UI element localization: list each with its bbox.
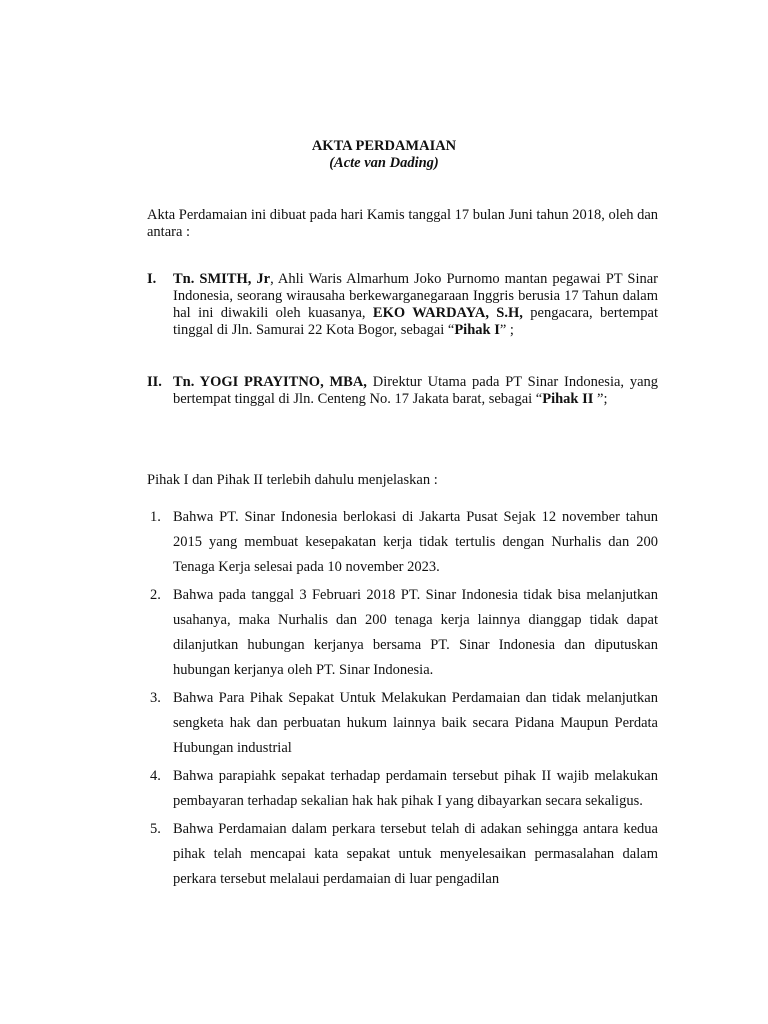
- party-text: ”;: [593, 391, 608, 407]
- party-description: [173, 374, 658, 408]
- party-name: Tn. SMITH, Jr: [173, 271, 271, 287]
- points-list: [147, 505, 658, 895]
- party-text: pengacara, bertempat tinggal di Jln. Samurai 22 Kota Bogor, sebagai “: [173, 305, 658, 338]
- list-number: 1.: [150, 509, 161, 525]
- list-number: 2.: [150, 587, 161, 603]
- document-subtitle: (Acte van Dading): [329, 155, 439, 171]
- party-text: , Ahli Waris Almarhum Joko Purnomo mantan pegawai PT Sinar Indonesia, seorang wirausaha berkewarganegaraan Inggris berusia 17 Tahun dalam hal ini diwakili oleh kuasanya,: [173, 271, 658, 321]
- list-item: [147, 764, 658, 814]
- party-role: Pihak I: [454, 322, 500, 338]
- party-number: II.: [147, 374, 162, 390]
- party-item: [147, 271, 658, 339]
- list-item: [147, 686, 658, 761]
- list-text: Bahwa pada tanggal 3 Februari 2018 PT. Sinar Indonesia tidak bisa melanjutkan usahanya, maka Nurhalis dan 200 tenaga kerja lainnya dianggap tidak dapat dilanjutkan hubungan kerjanya bersama PT. Sinar Indonesia dan diputuskan hubungan kerjanya oleh PT. Sinar Indonesia.: [173, 587, 658, 678]
- list-item: [147, 583, 658, 683]
- party-number: I.: [147, 271, 157, 287]
- party-representative: EKO WARDAYA, S.H,: [372, 305, 523, 321]
- list-text: Bahwa Perdamaian dalam perkara tersebut telah di adakan sehingga antara kedua pihak telah mencapai kata sepakat untuk menyelesaikan permasalahan dalam perkara tersebut melalaui perdamaian di luar pengadilan: [173, 821, 658, 887]
- lead-paragraph: Pihak I dan Pihak II terlebih dahulu menjelaskan :: [147, 472, 438, 488]
- list-number: 4.: [150, 768, 161, 784]
- list-number: 5.: [150, 821, 161, 837]
- document-title: AKTA PERDAMAIAN: [311, 138, 457, 154]
- list-text: Bahwa PT. Sinar Indonesia berlokasi di Jakarta Pusat Sejak 12 november tahun 2015 yang membuat kesepakatan kerja tidak tertulis dengan Nurhalis dan 200 Tenaga Kerja selesai pada 10 november 2023.: [173, 509, 658, 575]
- party-text: ” ;: [499, 322, 514, 338]
- party-text: Direktur Utama pada PT Sinar Indonesia, yang bertempat tinggal di Jln. Centeng No. 17 Jakata barat, sebagai “: [173, 374, 659, 407]
- list-text: Bahwa parapiahk sepakat terhadap perdamain tersebut pihak II wajib melakukan pembayaran terhadap sekalian hak hak pihak I yang dibayarkan secara sekaligus.: [173, 768, 658, 809]
- party-role: Pihak II: [542, 391, 594, 407]
- list-number: 3.: [150, 690, 161, 706]
- list-item: [147, 817, 658, 892]
- intro-paragraph: Akta Perdamaian ini dibuat pada hari Kamis tanggal 17 bulan Juni tahun 2018, oleh dan antara :: [147, 207, 659, 240]
- party-name: Tn. YOGI PRAYITNO, MBA,: [173, 374, 367, 390]
- party-item: [147, 374, 658, 408]
- list-item: [147, 505, 658, 580]
- title-block: [0, 138, 768, 172]
- party-description: [173, 271, 658, 339]
- list-text: Bahwa Para Pihak Sepakat Untuk Melakukan Perdamaian dan tidak melanjutkan sengketa hak dan perbuatan hukum lainnya baik secara Pidana Maupun Perdata Hubungan industrial: [173, 690, 658, 756]
